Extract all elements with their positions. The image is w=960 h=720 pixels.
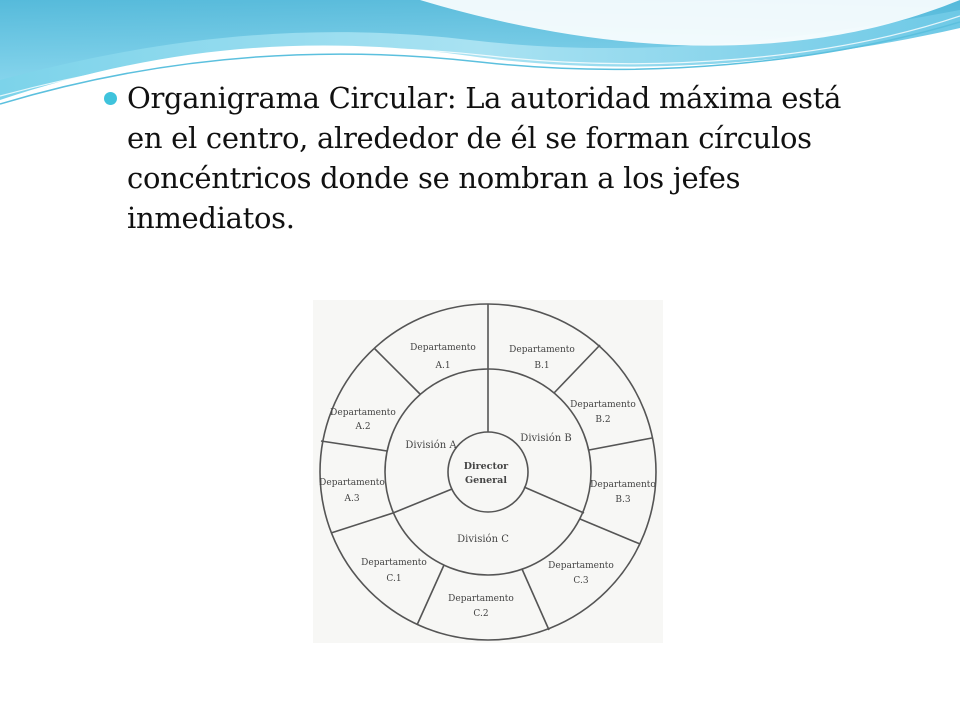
division-a-label: División A [405, 440, 457, 451]
department-a3-line2: A.3 [344, 494, 360, 504]
division-separator-ac [393, 489, 452, 513]
bullet-text: Organigrama Circular: La autoridad máxima está en el centro, alrededor de él se forman círculos concéntricos donde se nombran a los jefes inmediatos. [127, 81, 842, 235]
division-c-label: División C [457, 534, 509, 545]
department-separator-6 [417, 565, 444, 625]
department-separator-4 [580, 519, 640, 544]
department-c2-line2: C.2 [473, 609, 489, 619]
division-separator-bc [524, 487, 584, 513]
department-c2-line1: Departamento [448, 594, 514, 604]
department-b3-line1: Departamento [590, 480, 656, 490]
department-b2-line2: B.2 [595, 415, 611, 425]
department-c1-line2: C.1 [386, 574, 402, 584]
department-b2-line1: Departamento [570, 400, 636, 410]
division-b-label: División B [520, 433, 572, 444]
department-c1-line1: Departamento [361, 558, 427, 568]
department-separator-8 [321, 441, 387, 451]
department-b1-line2: B.1 [534, 361, 550, 371]
department-separator-7 [331, 513, 393, 533]
center-label-line1: Director [463, 461, 509, 472]
department-a1-line1: Departamento [410, 343, 476, 353]
center-circle [448, 432, 528, 512]
department-separator-3 [589, 438, 652, 450]
department-c3-line2: C.3 [573, 576, 589, 586]
department-b1-line1: Departamento [509, 345, 575, 355]
organigram-svg [313, 300, 663, 643]
department-a3-line1: Departamento [319, 478, 385, 488]
department-a2-line1: Departamento [330, 408, 396, 418]
department-separator-5 [522, 569, 549, 630]
department-a1-line2: A.1 [435, 361, 451, 371]
circular-organigram [313, 300, 663, 643]
bullet-dot-icon [104, 92, 117, 105]
bullet-item [104, 78, 864, 238]
center-label-line2: General [465, 475, 507, 486]
department-c3-line1: Departamento [548, 561, 614, 571]
department-b3-line2: B.3 [615, 495, 631, 505]
department-a2-line2: A.2 [355, 422, 371, 432]
department-separator-9 [374, 348, 420, 394]
